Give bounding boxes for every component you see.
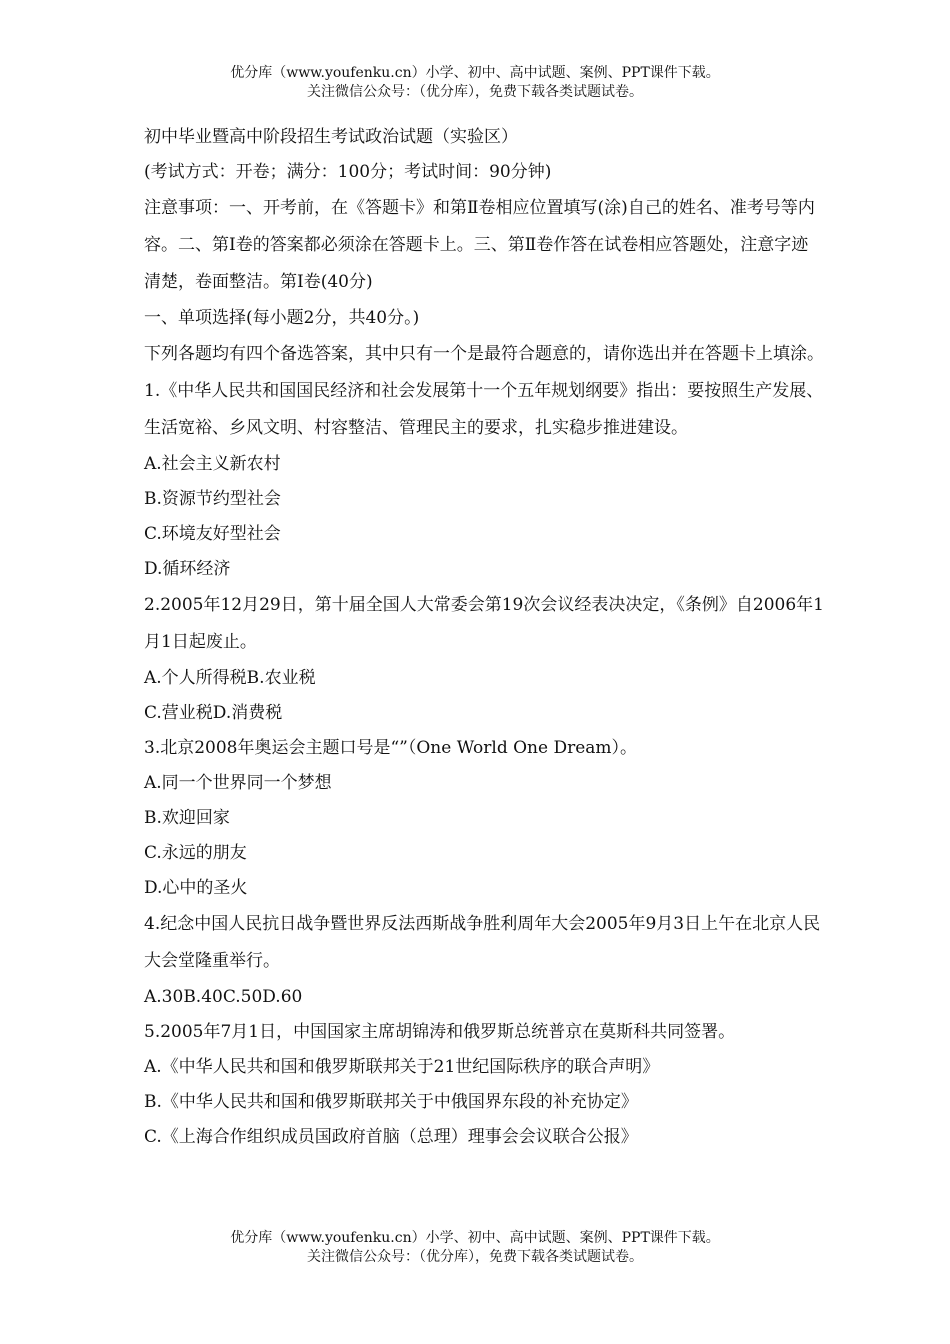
question-stem: 3.北京2008年奥运会主题口号是“”（One World One Dream）。 xyxy=(144,738,638,758)
page-footer xyxy=(0,1229,950,1267)
header-line-site: 优分库（www.youfenku.cn）小学、初中、高中试题、案例、PPT课件下载。 xyxy=(230,65,720,81)
question-stem: 1.《中华人民共和国国民经济和社会发展第十一个五年规划纲要》指出：要按照生产发展、生活宽裕、乡风文明、村容整洁、管理民主的要求，扎实稳步推进建设。 xyxy=(144,381,824,438)
question-option: C.营业税D.消费税 xyxy=(144,703,283,723)
question-option: A.个人所得税B.农业税 xyxy=(144,668,316,688)
exam-notice: 注意事项：一、开考前，在《答题卡》和第Ⅱ卷相应位置填写(涂)自己的姓名、准考号等内容。二、第Ⅰ卷的答案都必须涂在答题卡上。三、第Ⅱ卷作答在试卷相应答题处，注意字迹清楚，卷面整洁。第Ⅰ卷(40分) xyxy=(144,198,815,292)
question-option: C.环境友好型社会 xyxy=(144,524,281,544)
page-header xyxy=(0,64,950,102)
question-option: B.《中华人民共和国和俄罗斯联邦关于中俄国界东段的补充协定》 xyxy=(144,1092,638,1112)
question-option: A.《中华人民共和国和俄罗斯联邦关于21世纪国际秩序的联合声明》 xyxy=(144,1057,660,1077)
exam-meta: (考试方式：开卷；满分：100分；考试时间：90分钟) xyxy=(144,162,552,182)
exam-content xyxy=(144,120,824,1155)
question-stem: 4.纪念中国人民抗日战争暨世界反法西斯战争胜利周年大会2005年9月3日上午在北京人民大会堂隆重举行。 xyxy=(144,914,821,971)
question-option: A.30B.40C.50D.60 xyxy=(144,987,303,1007)
question-option: A.同一个世界同一个梦想 xyxy=(144,773,332,793)
question-stem: 2.2005年12月29日，第十届全国人大常委会第19次会议经表决决定，《条例》自2006年1月1日起废止。 xyxy=(144,595,824,652)
question-option: D.心中的圣火 xyxy=(144,878,248,898)
question-option: A.社会主义新农村 xyxy=(144,454,281,474)
question-option: D.循环经济 xyxy=(144,559,231,579)
exam-title: 初中毕业暨高中阶段招生考试政治试题（实验区） xyxy=(144,127,518,147)
question-option: B.资源节约型社会 xyxy=(144,489,281,509)
question-option: C.永远的朋友 xyxy=(144,843,247,863)
question-option: B.欢迎回家 xyxy=(144,808,230,828)
question-stem: 5.2005年7月1日，中国国家主席胡锦涛和俄罗斯总统普京在莫斯科共同签署。 xyxy=(144,1022,736,1042)
section-title: 一、单项选择(每小题2分，共40分。) xyxy=(144,308,420,328)
question-option: C.《上海合作组织成员国政府首脑（总理）理事会会议联合公报》 xyxy=(144,1127,638,1147)
section-instruction: 下列各题均有四个备选答案，其中只有一个是最符合题意的，请你选出并在答题卡上填涂。 xyxy=(144,344,824,364)
footer-line-site: 优分库（www.youfenku.cn）小学、初中、高中试题、案例、PPT课件下载。 xyxy=(230,1230,720,1246)
footer-line-wechat: 关注微信公众号：（优分库），免费下载各类试题试卷。 xyxy=(307,1249,643,1265)
header-line-wechat: 关注微信公众号：（优分库），免费下载各类试题试卷。 xyxy=(307,84,643,100)
